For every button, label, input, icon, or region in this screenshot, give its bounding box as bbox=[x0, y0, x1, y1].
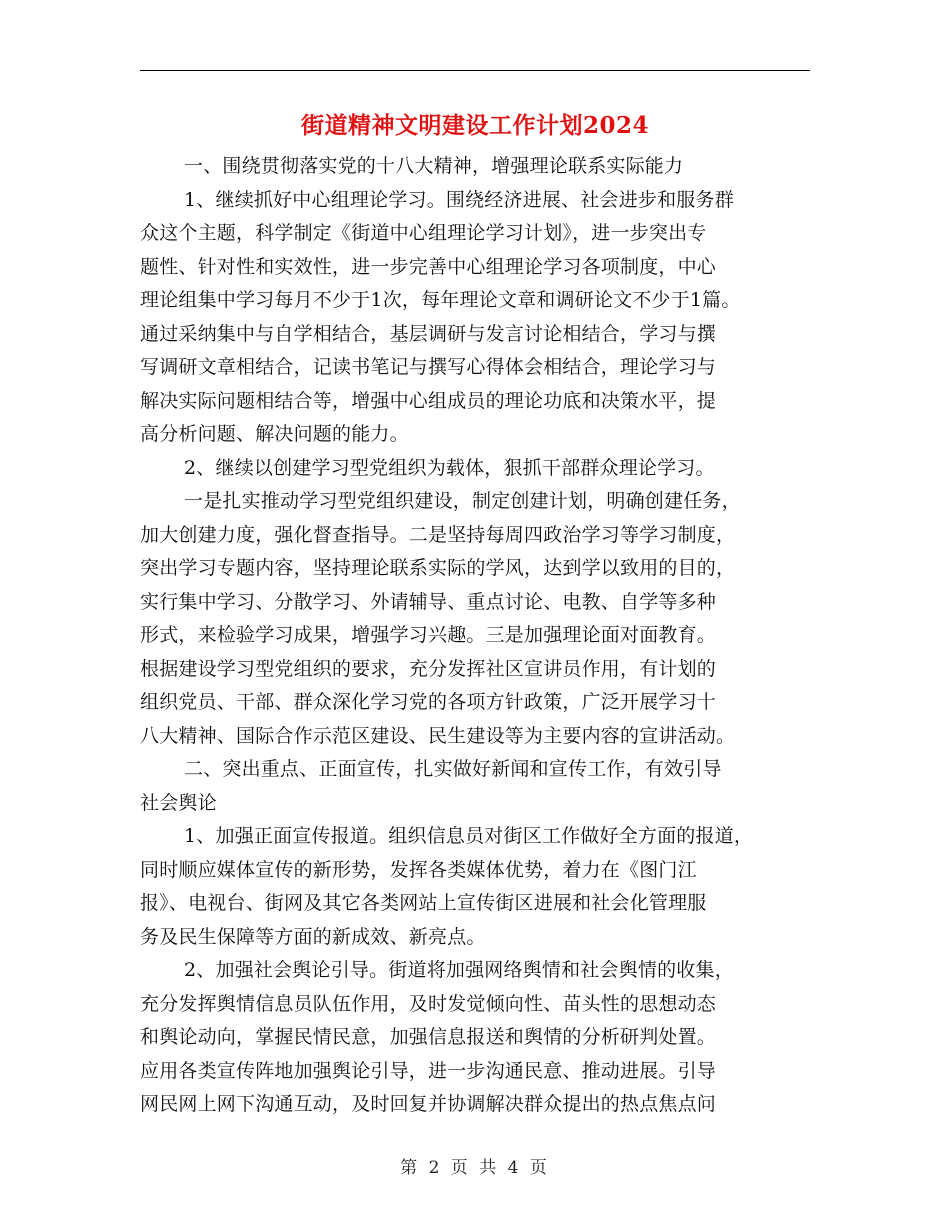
body-line: 报》、电视台、街网及其它各类网站上宣传街区进展和社会化管理服 bbox=[140, 892, 707, 914]
body-line: 社会舆论 bbox=[140, 791, 217, 814]
body-line: 加大创建力度，强化督查指导。二是坚持每周四政治学习等学习制度， bbox=[140, 523, 736, 546]
body-line: 写调研文章相结合，记读书笔记与撰写心得体会相结合，理论学习与 bbox=[140, 356, 717, 378]
body-line: 实行集中学习、分散学习、外请辅导、重点讨论、电教、自学等多种 bbox=[140, 590, 717, 613]
header-rule bbox=[140, 70, 810, 71]
body-line: 题性、针对性和实效性，进一步完善中心组理论学习各项制度，中心 bbox=[140, 255, 717, 278]
body-line: 务及民生保障等方面的新成效、新亮点。 bbox=[140, 925, 486, 948]
body-line: 同时顺应媒体宣传的新形势，发挥各类媒体优势，着力在《图门江 bbox=[140, 858, 697, 881]
body-line: 充分发挥舆情信息员队伍作用，及时发觉倾向性、苗头性的思想动态 bbox=[140, 992, 717, 1015]
body-line: 一是扎实推动学习型党组织建设，制定创建计划，明确创建任务， bbox=[184, 490, 741, 512]
body-line: 2、继续以创建学习型党组织为载体，狠抓干部群众理论学习。 bbox=[184, 456, 715, 479]
body-line: 二、突出重点、正面宣传，扎实做好新闻和宣传工作，有效引导 bbox=[184, 758, 722, 780]
body-line: 2、加强社会舆论引导。街道将加强网络舆情和社会舆情的收集， bbox=[184, 959, 734, 981]
body-line: 众这个主题，科学制定《街道中心组理论学习计划》，进一步突出专 bbox=[140, 222, 707, 244]
body-line: 通过采纳集中与自学相结合，基层调研与发言讨论相结合，学习与撰 bbox=[140, 322, 717, 345]
body-line: 1、继续抓好中心组理论学习。围绕经济进展、社会进步和服务群 bbox=[184, 188, 734, 211]
body-line: 高分析问题、解决问题的能力。 bbox=[140, 423, 409, 445]
body-line: 应用各类宣传阵地加强舆论引导，进一步沟通民意、推动进展。引导 bbox=[140, 1059, 717, 1082]
body-line: 形式，来检验学习成果，增强学习兴趣。三是加强理论面对面教育。 bbox=[140, 624, 717, 646]
body-line: 根据建设学习型党组织的要求，充分发挥社区宣讲员作用，有计划的 bbox=[140, 657, 717, 680]
body-line: 一、围绕贯彻落实党的十八大精神，增强理论联系实际能力 bbox=[184, 155, 684, 177]
body-line: 组织党员、干部、群众深化学习党的各项方针政策，广泛开展学习十 bbox=[140, 691, 717, 713]
body-line: 理论组集中学习每月不少于1次，每年理论文章和调研论文不少于1篇。 bbox=[140, 289, 741, 311]
body-line: 突出学习专题内容，坚持理论联系实际的学风，达到学以致用的目的， bbox=[140, 557, 736, 579]
body-line: 1、加强正面宣传报道。组织信息员对街区工作做好全方面的报道， bbox=[184, 825, 754, 847]
document-title: 街道精神文明建设工作计划2024 bbox=[300, 112, 649, 139]
body-line: 网民网上网下沟通互动，及时回复并协调解决群众提出的热点焦点问 bbox=[140, 1093, 717, 1115]
body-line: 八大精神、国际合作示范区建设、民生建设等为主要内容的宣讲活动。 bbox=[140, 724, 736, 747]
body-line: 和舆论动向，掌握民情民意，加强信息报送和舆情的分析研判处置。 bbox=[140, 1026, 717, 1048]
body-line: 解决实际问题相结合等，增强中心组成员的理论功底和决策水平，提 bbox=[140, 389, 717, 412]
page-number: 第 2 页 共 4 页 bbox=[400, 1158, 550, 1178]
document-body bbox=[140, 150, 830, 1122]
